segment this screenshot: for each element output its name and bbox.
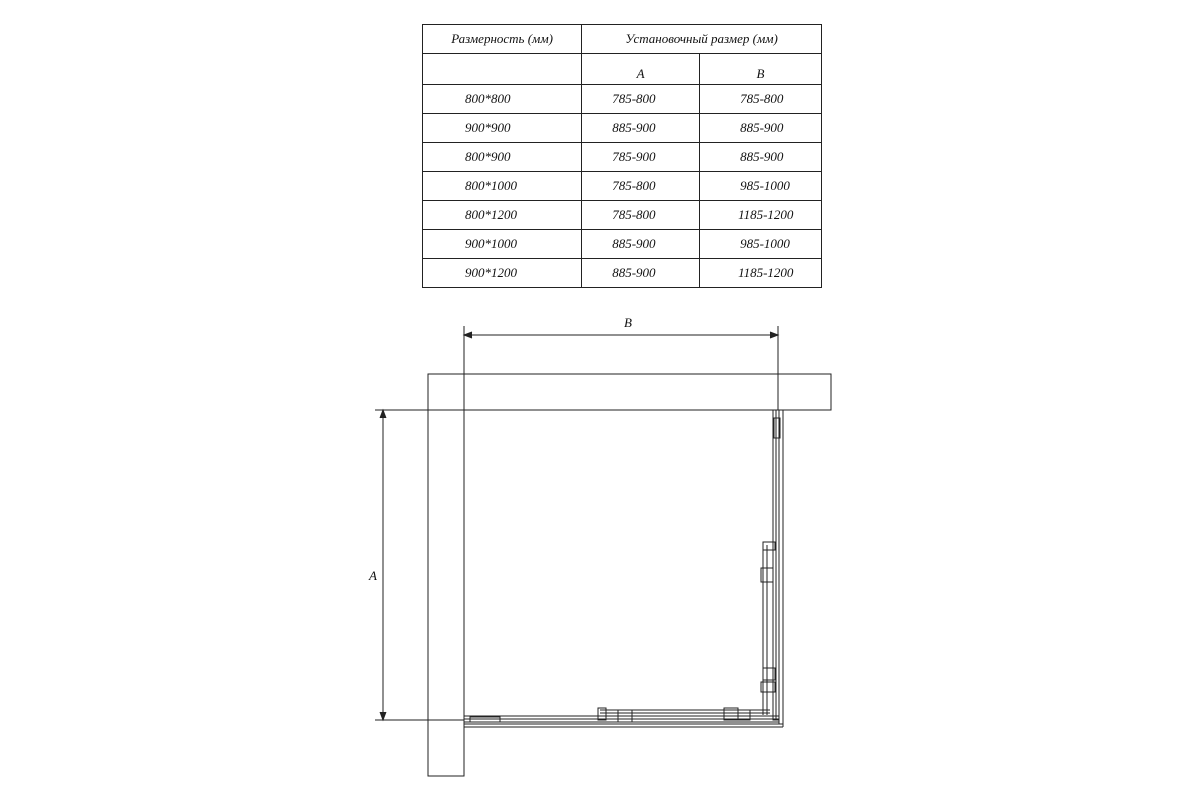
cell-size: 900*1000: [423, 230, 582, 259]
cell-a: 785-800: [582, 172, 700, 201]
subheader-b: B: [700, 54, 822, 85]
cell-size: 900*900: [423, 114, 582, 143]
bottom-door-profile: [464, 708, 783, 727]
cell-a: 885-900: [582, 259, 700, 288]
top-wall: [428, 374, 831, 410]
cell-b: 1185-1200: [700, 201, 822, 230]
dimension-a: [375, 410, 464, 720]
label-b: B: [624, 315, 632, 330]
cell-b: 785-800: [700, 85, 822, 114]
dimension-b: [464, 326, 778, 410]
cell-b: 885-900: [700, 143, 822, 172]
header-size: Размерность (мм): [423, 25, 582, 54]
cell-size: 800*1000: [423, 172, 582, 201]
cell-size: 800*900: [423, 143, 582, 172]
left-wall: [428, 410, 464, 776]
header-install-size: Установочный размер (мм): [582, 25, 822, 54]
cell-b: 985-1000: [700, 230, 822, 259]
cell-b: 1185-1200: [700, 259, 822, 288]
cell-a: 785-800: [582, 85, 700, 114]
cell-b: 885-900: [700, 114, 822, 143]
cell-a: 885-900: [582, 230, 700, 259]
cell-a: 785-900: [582, 143, 700, 172]
cell-a: 885-900: [582, 114, 700, 143]
cell-b: 985-1000: [700, 172, 822, 201]
right-door-profile: [761, 410, 783, 724]
cell-size: 800*1200: [423, 201, 582, 230]
subheader-a: A: [582, 54, 700, 85]
cell-size: 800*800: [423, 85, 582, 114]
cell-a: 785-800: [582, 201, 700, 230]
label-a: A: [369, 568, 377, 583]
cell-size: 900*1200: [423, 259, 582, 288]
